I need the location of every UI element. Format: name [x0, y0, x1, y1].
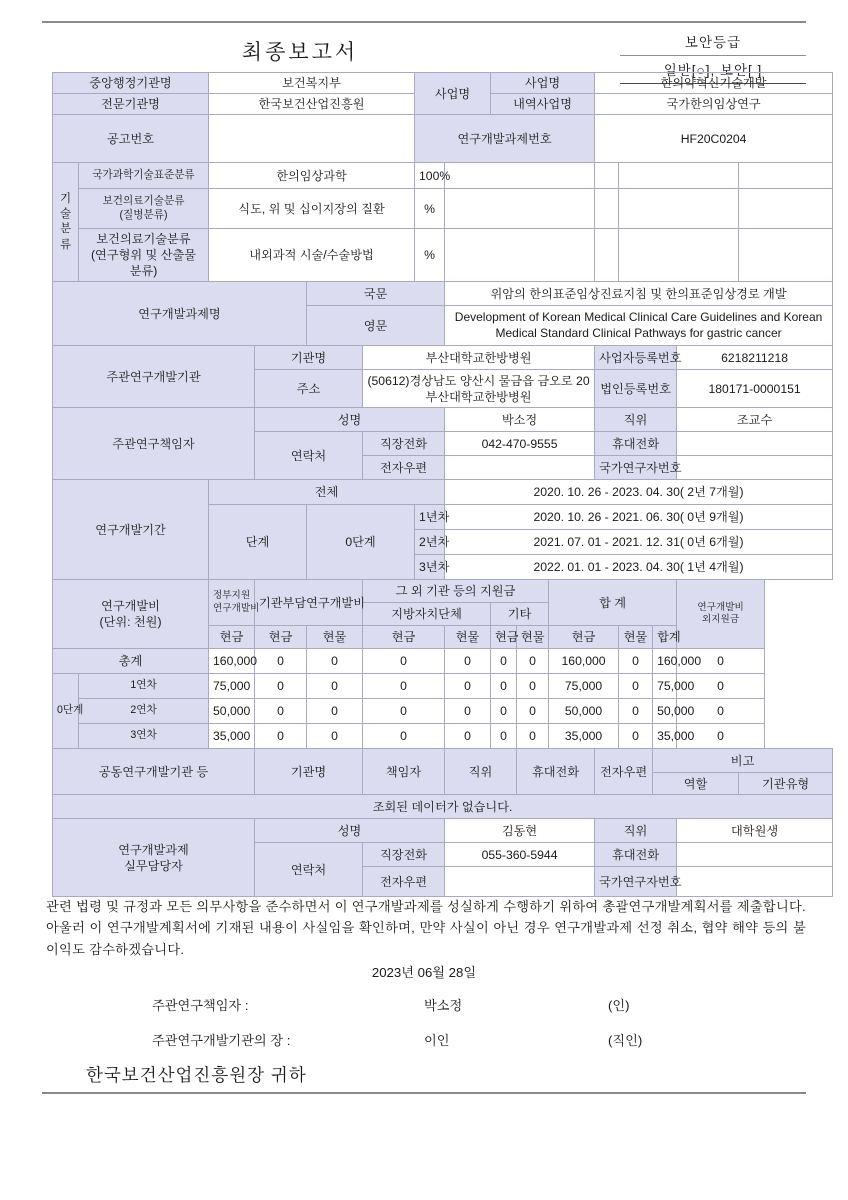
budget-org-label: 기관부담연구개발비: [255, 580, 363, 626]
period-year-2-value: 2021. 07. 01 - 2021. 12. 31( 0년 6개월): [445, 530, 833, 555]
tech-class-3-extra-a: [445, 229, 595, 282]
tech-class-3-extra-d: [739, 229, 833, 282]
budget-total-etc-inkind: 0: [517, 649, 549, 674]
page-title: 최종보고서: [241, 41, 359, 64]
staff-office-phone-value: 055-360-5944: [445, 843, 595, 867]
pi-signature-name: 박소정: [424, 998, 463, 1013]
budget-y2-etc-inkind: 0: [517, 699, 549, 724]
central-agency-label: 중앙행정기관명: [53, 73, 209, 94]
period-total-label: 전체: [209, 480, 445, 505]
table-row-budget-year-2: [53, 699, 833, 724]
period-total-value: 2020. 10. 26 - 2023. 04. 30( 2년 7개월): [445, 480, 833, 505]
tech-class-1-value: 한의임상과학: [209, 163, 415, 189]
budget-col-org-cash: 현금: [255, 626, 307, 649]
budget-total-etc-cash: 0: [491, 649, 517, 674]
table-row-announcement: [53, 115, 833, 163]
budget-y2-org-cash: 0: [255, 699, 307, 724]
budget-y1-tot-cash: 75,000: [549, 674, 619, 699]
pi-mobile-label: 휴대전화: [595, 432, 677, 456]
pi-position-value: 조교수: [677, 408, 833, 432]
report-main-table: [52, 72, 833, 897]
table-row-period-total: [53, 480, 833, 505]
budget-y1-org-inkind: 0: [307, 674, 363, 699]
budget-y3-tot-inkind: 0: [619, 724, 653, 749]
budget-local-gov-label: 지방자치단체: [363, 603, 491, 626]
table-row-staff-name: [53, 819, 833, 843]
staff-contact-label: 연락처: [255, 843, 363, 897]
budget-y1-local-inkind: 0: [445, 674, 491, 699]
staff-mobile-value: [677, 843, 833, 867]
tech-class-1-label: 국가과학기술표준분류: [79, 163, 209, 189]
joint-org-label: 공동연구개발기관 등: [53, 749, 255, 795]
pi-signature-label: 주관연구책임자 :: [152, 998, 249, 1013]
budget-y2-local-cash: 0: [363, 699, 445, 724]
joint-org-note-col-role: 역할: [653, 773, 739, 795]
specialized-agency-value: 한국보건산업진흥원: [209, 94, 415, 115]
joint-org-col-email: 전자우편: [595, 749, 653, 795]
staff-mobile-label: 휴대전화: [595, 843, 677, 867]
budget-y2-tot-inkind: 0: [619, 699, 653, 724]
host-org-bizreg-value: 6218211218: [677, 346, 833, 370]
budget-col-total-sum: 합계: [653, 626, 677, 649]
budget-y3-org-inkind: 0: [307, 724, 363, 749]
period-label: 연구개발기간: [53, 480, 209, 580]
pi-contact-label: 연락처: [255, 432, 363, 480]
host-org-name-label: 기관명: [255, 346, 363, 370]
tech-class-2-extra-b: [595, 189, 619, 229]
budget-col-total-cash: 현금: [549, 626, 619, 649]
joint-org-note-col-type: 기관유형: [739, 773, 833, 795]
period-year-1-label: 1년차: [415, 505, 445, 530]
budget-y1-local-cash: 0: [363, 674, 445, 699]
tech-class-2-label-sub: (질병분류): [119, 208, 168, 221]
tech-class-1-extra-c: [619, 163, 739, 189]
table-row-tech-class-3: [53, 229, 833, 282]
budget-etc-label: 기타: [491, 603, 549, 626]
pi-email-value: [445, 456, 595, 480]
staff-name-value: 김동현: [445, 819, 595, 843]
period-stage-name: 0단계: [307, 505, 415, 580]
budget-col-local-inkind: 현물: [445, 626, 491, 649]
budget-y3-local-cash: 0: [363, 724, 445, 749]
security-grade-label: 보안등급: [620, 28, 806, 56]
project-title-ko-value: 위암의 한의표준임상진료지침 및 한의표준임상경로 개발: [445, 282, 833, 306]
subprogram-value: 국가한의임상연구: [595, 94, 833, 115]
pi-office-phone-label: 직장전화: [363, 432, 445, 456]
tech-class-2-extra-c: [619, 189, 739, 229]
declaration-date: 2023년 06월 28일: [371, 965, 477, 980]
staff-position-label: 직위: [595, 819, 677, 843]
table-row-joint-org-empty: [53, 795, 833, 819]
tech-class-2-label-main: 보건의료기술분류: [102, 194, 185, 207]
period-year-2-label: 2년차: [415, 530, 445, 555]
budget-y2-external: 0: [677, 699, 765, 724]
staff-researcher-id-value: [677, 867, 833, 897]
budget-y1-tot-inkind: 0: [619, 674, 653, 699]
table-row-joint-org-header: [53, 749, 833, 773]
host-org-address-value: (50612)경상남도 양산시 물금읍 금오로 20 부산대학교한방병원: [363, 370, 595, 408]
table-row-budget-year-1: [53, 674, 833, 699]
project-title-en-value: Development of Korean Medical Clinical Care Guidelines and Korean Medical Standard Clinical Pathways for gastric cancer: [445, 306, 833, 346]
addressee-line: 한국보건산업진흥원장 귀하: [86, 1065, 307, 1085]
pi-researcher-id-label: 국가연구자번호: [595, 456, 677, 480]
table-row-project-title-ko: [53, 282, 833, 306]
pi-office-phone-value: 042-470-9555: [445, 432, 595, 456]
staff-office-phone-label: 직장전화: [363, 843, 445, 867]
org-head-signature-name: 이인: [424, 1033, 450, 1048]
specialized-agency-label: 전문기관명: [53, 94, 209, 115]
tech-class-3-label-main: 보건의료기술분류: [96, 232, 191, 247]
budget-y2-tot-cash: 50,000: [549, 699, 619, 724]
budget-row-label-y3: 3연차: [79, 724, 209, 749]
joint-org-col-leader: 책임자: [363, 749, 445, 795]
tech-class-3-extra-c: [619, 229, 739, 282]
joint-org-col-name: 기관명: [255, 749, 363, 795]
program-name-value: 한의약혁신기술개발: [595, 73, 833, 94]
tech-class-side-label: 기 술 분 류: [53, 163, 79, 282]
pi-email-label: 전자우편: [363, 456, 445, 480]
budget-y1-gov-cash: 75,000: [209, 674, 255, 699]
project-no-value: HF20C0204: [595, 115, 833, 163]
joint-org-note-label: 비고: [653, 749, 833, 773]
budget-total-tot-cash: 160,000: [549, 649, 619, 674]
tech-class-3-pct: %: [415, 229, 445, 282]
pi-name-label: 성명: [255, 408, 445, 432]
budget-row-label-total: 총계: [53, 649, 209, 674]
staff-email-value: [445, 867, 595, 897]
joint-org-empty-message: 조회된 데이터가 없습니다.: [53, 795, 833, 819]
budget-col-etc-cash: 현금: [491, 626, 517, 649]
budget-y3-org-cash: 0: [255, 724, 307, 749]
tech-class-3-label-sub: (연구형위 및 산출물 분류): [91, 248, 197, 279]
program-group-label: 사업명: [415, 73, 491, 115]
tech-class-1-extra-b: [595, 163, 619, 189]
table-row-budget-total: [53, 649, 833, 674]
budget-unit: (단위: 천원): [99, 615, 162, 630]
budget-row-label-y1: 1연차: [79, 674, 209, 699]
budget-col-gov-cash: 현금: [209, 626, 255, 649]
central-agency-value: 보건복지부: [209, 73, 415, 94]
budget-y3-tot-cash: 35,000: [549, 724, 619, 749]
budget-col-local-cash: 현금: [363, 626, 445, 649]
program-name-label: 사업명: [491, 73, 595, 94]
staff-label-cell: [53, 819, 255, 897]
project-no-label: 연구개발과제번호: [415, 115, 595, 163]
project-title-ko-label: 국문: [307, 282, 445, 306]
budget-y1-tot-sum: 75,000: [653, 674, 677, 699]
tech-class-1-extra-d: [739, 163, 833, 189]
host-org-address-label: 주소: [255, 370, 363, 408]
budget-y1-external: 0: [677, 674, 765, 699]
announcement-no-value: [209, 115, 415, 163]
budget-total-org-inkind: 0: [307, 649, 363, 674]
security-grade-value: 일반[○], 보안[ ]: [620, 56, 806, 84]
budget-row-label-y2: 2연차: [79, 699, 209, 724]
host-org-corpreg-label: 법인등록번호: [595, 370, 677, 408]
budget-total-local-cash: 0: [363, 649, 445, 674]
tech-class-3-label: [79, 229, 209, 282]
budget-total-gov-cash: 160,000: [209, 649, 255, 674]
budget-other-label: 그 외 기관 등의 지원금: [363, 580, 549, 603]
table-row-budget-year-3: [53, 724, 833, 749]
tech-class-2-pct: %: [415, 189, 445, 229]
org-head-signature-label: 주관연구개발기관의 장 :: [152, 1033, 291, 1048]
budget-col-total-inkind: 현물: [619, 626, 653, 649]
budget-stage-label: 0단계: [53, 674, 79, 749]
declaration-text: 관련 법령 및 규정과 모든 의무사항을 준수하면서 이 연구개발과제를 성실하게 수행하기 위하여 총괄연구개발계획서를 제출합니다. 아울러 이 연구개발계획서에 기재된 내용이 사실임을 확인하며, 만약 사실이 아닌 경우 연구개발과제 선정 취소, 협약 해약 등의 불이익도 감수하겠습니다.: [46, 899, 806, 957]
staff-position-value: 대학원생: [677, 819, 833, 843]
budget-y1-etc-cash: 0: [491, 674, 517, 699]
budget-y2-tot-sum: 50,000: [653, 699, 677, 724]
budget-y3-external: 0: [677, 724, 765, 749]
table-row-tech-class-2: [53, 189, 833, 229]
tech-class-1-extra-a: [445, 163, 595, 189]
tech-class-2-extra-a: [445, 189, 595, 229]
subprogram-label: 내역사업명: [491, 94, 595, 115]
budget-total-label: 합 계: [549, 580, 677, 626]
budget-y3-etc-inkind: 0: [517, 724, 549, 749]
tech-class-3-value: 내외과적 시술/수술방법: [209, 229, 415, 282]
table-row-budget-header-1: [53, 580, 833, 603]
budget-col-etc-inkind: 현물: [517, 626, 549, 649]
staff-label-line2: 실무담당자: [124, 858, 183, 873]
budget-label-cell: [53, 580, 209, 649]
project-title-en-label: 영문: [307, 306, 445, 346]
pi-mobile-value: [677, 432, 833, 456]
budget-y3-etc-cash: 0: [491, 724, 517, 749]
tech-class-2-extra-d: [739, 189, 833, 229]
host-org-label: 주관연구개발기관: [53, 346, 255, 408]
budget-y2-local-inkind: 0: [445, 699, 491, 724]
tech-class-3-extra-b: [595, 229, 619, 282]
budget-total-tot-sum: 160,000: [653, 649, 677, 674]
project-title-label: 연구개발과제명: [53, 282, 307, 346]
staff-label-line1: 연구개발과제: [118, 842, 189, 857]
table-row-pi-name: [53, 408, 833, 432]
budget-col-org-inkind: 현물: [307, 626, 363, 649]
top-divider: [42, 21, 806, 23]
staff-researcher-id-label: 국가연구자번호: [595, 867, 677, 897]
budget-y1-etc-inkind: 0: [517, 674, 549, 699]
pi-name-value: 박소정: [445, 408, 595, 432]
budget-y2-org-inkind: 0: [307, 699, 363, 724]
tech-class-2-label: [79, 189, 209, 229]
pi-researcher-id-value: [677, 456, 833, 480]
bottom-divider: [42, 1092, 806, 1094]
period-year-1-value: 2020. 10. 26 - 2021. 06. 30( 0년 9개월): [445, 505, 833, 530]
table-row-tech-class-1: [53, 163, 833, 189]
budget-total-tot-inkind: 0: [619, 649, 653, 674]
budget-external-label: 연구개발비 외지원금: [677, 580, 765, 649]
budget-y1-org-cash: 0: [255, 674, 307, 699]
budget-total-org-cash: 0: [255, 649, 307, 674]
announcement-no-label: 공고번호: [53, 115, 209, 163]
table-row-host-org-name: [53, 346, 833, 370]
pi-signature-seal: (인): [608, 998, 630, 1013]
tech-class-1-pct: 100%: [415, 163, 445, 189]
staff-name-label: 성명: [255, 819, 445, 843]
tech-class-2-value: 식도, 위 및 십이지장의 질환: [209, 189, 415, 229]
budget-total-external: 0: [677, 649, 765, 674]
pi-position-label: 직위: [595, 408, 677, 432]
table-row-central-agency: [53, 73, 833, 94]
budget-y2-etc-cash: 0: [491, 699, 517, 724]
budget-y3-local-inkind: 0: [445, 724, 491, 749]
joint-org-col-mobile: 휴대전화: [517, 749, 595, 795]
org-head-signature-seal: (직인): [608, 1033, 643, 1048]
host-org-bizreg-label: 사업자등록번호: [595, 346, 677, 370]
budget-y3-gov-cash: 35,000: [209, 724, 255, 749]
period-stage-label: 단계: [209, 505, 307, 580]
pi-label: 주관연구책임자: [53, 408, 255, 480]
period-year-3-label: 3년차: [415, 555, 445, 580]
budget-total-local-inkind: 0: [445, 649, 491, 674]
host-org-corpreg-value: 180171-0000151: [677, 370, 833, 408]
budget-y2-gov-cash: 50,000: [209, 699, 255, 724]
staff-email-label: 전자우편: [363, 867, 445, 897]
budget-y3-tot-sum: 35,000: [653, 724, 677, 749]
budget-gov-label: 정부지원 연구개발비: [209, 580, 255, 626]
host-org-name-value: 부산대학교한방병원: [363, 346, 595, 370]
budget-label: 연구개발비: [101, 599, 160, 614]
joint-org-col-position: 직위: [445, 749, 517, 795]
period-year-3-value: 2022. 01. 01 - 2023. 04. 30( 1년 4개월): [445, 555, 833, 580]
